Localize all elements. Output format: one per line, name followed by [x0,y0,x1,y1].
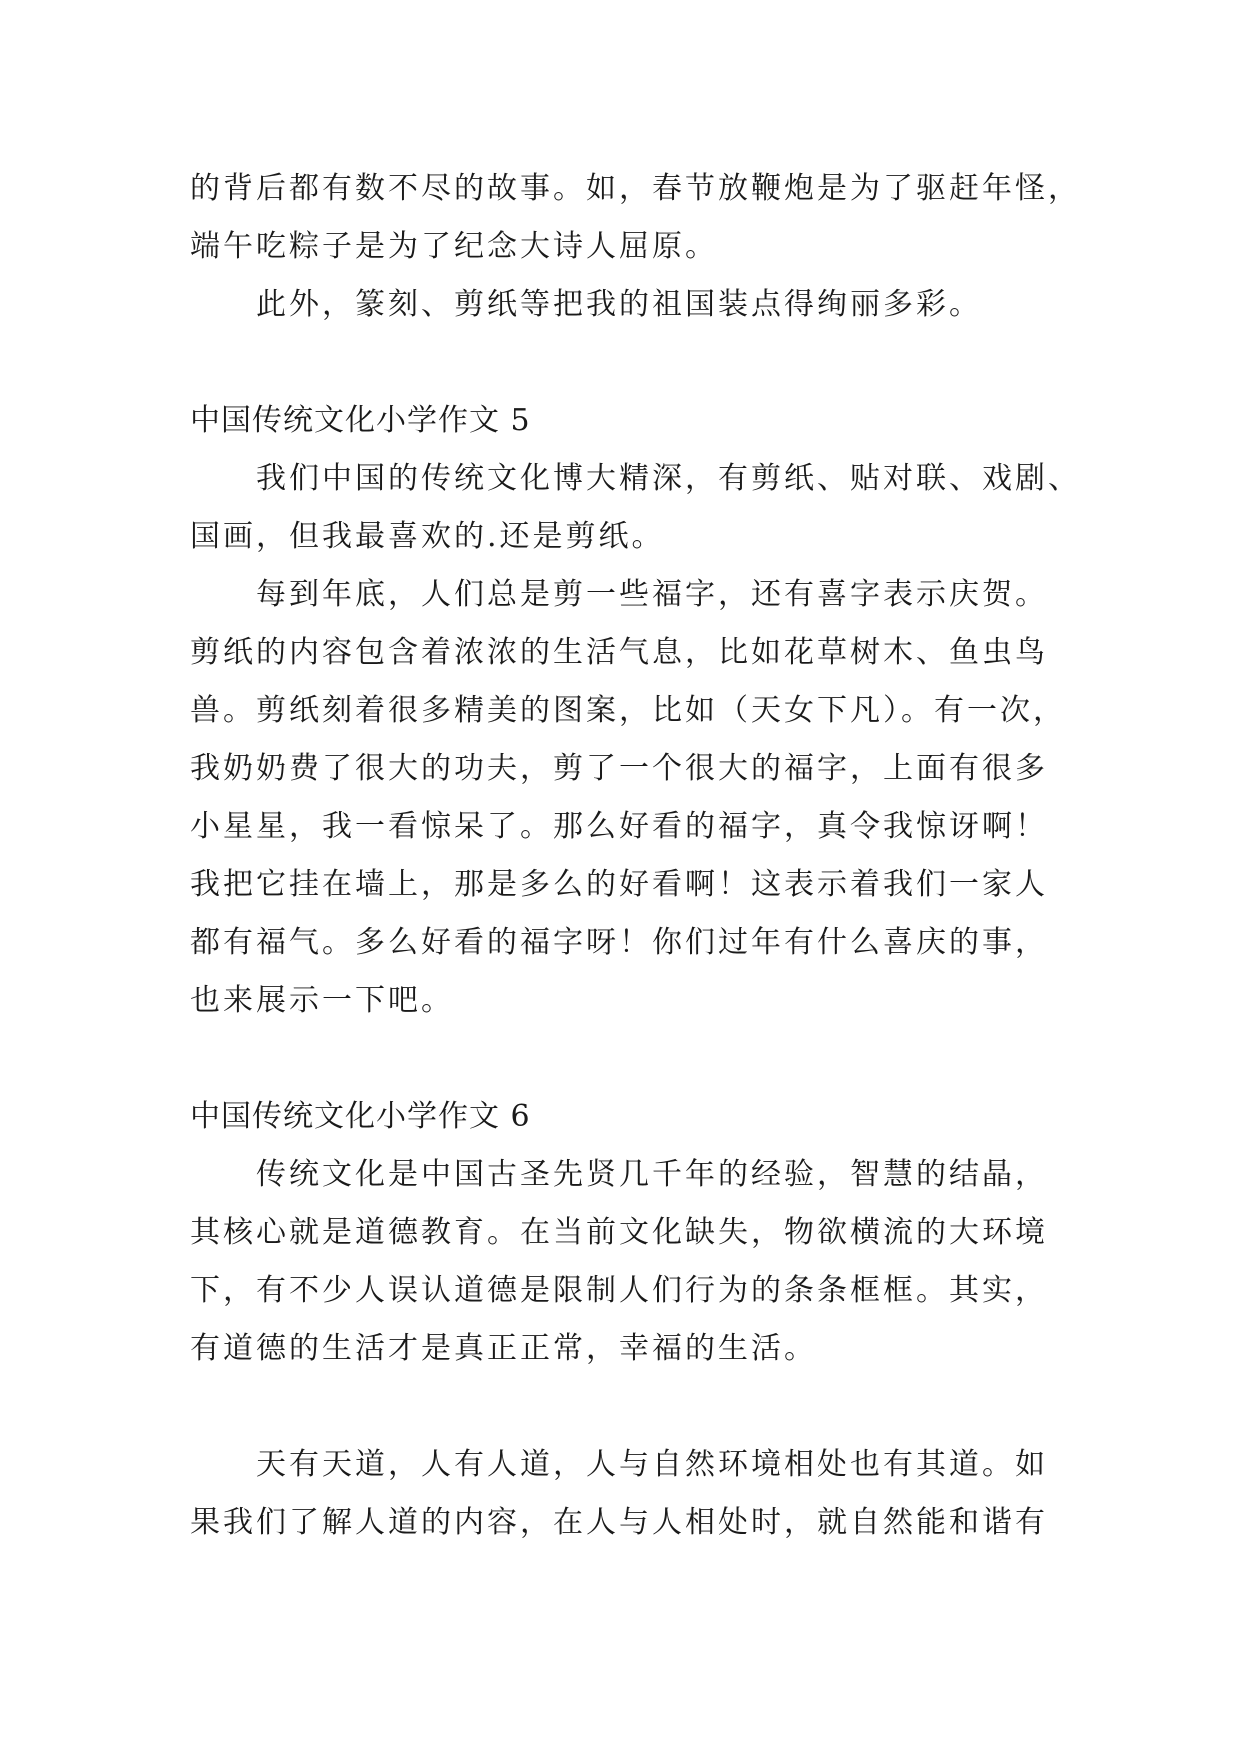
text-line: 国画，但我最喜欢的.还是剪纸。 [190,519,665,554]
text-line: 的背后都有数不尽的故事。如，春节放鞭炮是为了驱赶年怪， [190,171,1081,206]
paragraph-gap [190,1378,1070,1436]
text-line: 我奶奶费了很大的功夫，剪了一个很大的福字，上面有很多 [190,751,1048,786]
text-line: 剪纸的内容包含着浓浓的生活气息，比如花草树木、鱼虫鸟 [190,635,1048,670]
paragraph-line: 我们中国的传统文化博大精深，有剪纸、贴对联、戏剧、 [256,461,1081,496]
paragraph-line: 每到年底，人们总是剪一些福字，还有喜字表示庆贺。 [256,577,1048,612]
text-line: 兽。剪纸刻着很多精美的图案，比如（天女下凡）。有一次， [190,693,1066,728]
text-line: 下，有不少人误认道德是限制人们行为的条条框框。其实， [190,1273,1048,1308]
text-line: 有道德的生活才是真正正常，幸福的生活。 [190,1331,817,1366]
section-gap [190,334,1070,392]
text-line: 果我们了解人道的内容，在人与人相处时，就自然能和谐有 [190,1505,1048,1540]
text-line: 小星星，我一看惊呆了。那么好看的福字，真令我惊讶啊！ [190,809,1048,844]
text-line: 我把它挂在墙上，那是多么的好看啊！这表示着我们一家人 [190,867,1048,902]
paragraph-line: 此外，篆刻、剪纸等把我的祖国装点得绚丽多彩。 [256,287,982,322]
text-line: 端午吃粽子是为了纪念大诗人屈原。 [190,229,718,264]
text-line: 都有福气。多么好看的福字呀！你们过年有什么喜庆的事， [190,925,1048,960]
document-body [190,160,1081,1552]
paragraph-line: 天有天道，人有人道，人与自然环境相处也有其道。如 [256,1447,1048,1482]
section-title-5: 中国传统文化小学作文 5 [190,403,531,438]
text-line: 也来展示一下吧。 [190,983,454,1018]
section-title-6: 中国传统文化小学作文 6 [190,1099,531,1134]
paragraph-line: 传统文化是中国古圣先贤几千年的经验，智慧的结晶， [256,1157,1048,1192]
text-line: 其核心就是道德教育。在当前文化缺失，物欲横流的大环境 [190,1215,1048,1250]
section-gap [190,1030,1070,1088]
